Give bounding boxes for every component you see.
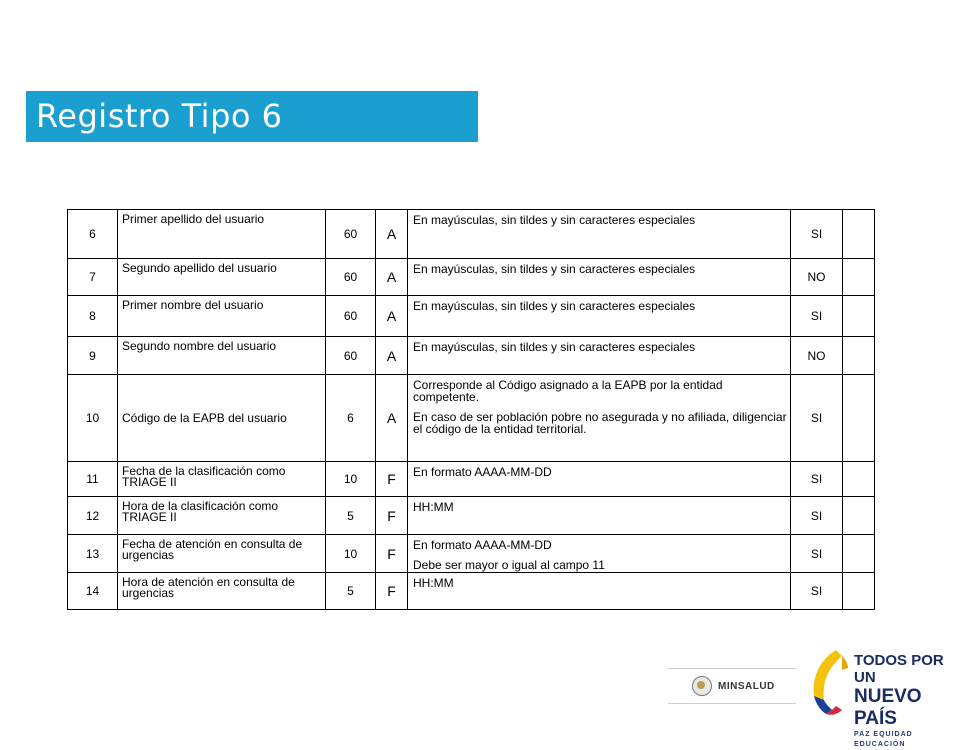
- description-line: En formato AAAA-MM-DD: [413, 465, 552, 479]
- field-description: [408, 259, 791, 296]
- field-required: SI: [791, 296, 843, 337]
- minsalud-label: MINSALUD: [718, 680, 775, 692]
- description-line: Debe ser mayor o igual al campo 11: [413, 558, 605, 572]
- table-row: [68, 210, 875, 259]
- field-required: SI: [791, 497, 843, 535]
- field-length: 5: [326, 573, 376, 610]
- field-number: 11: [68, 462, 118, 497]
- todos-por-un-nuevo-pais-logo: [854, 652, 958, 750]
- page-title: Registro Tipo 6: [36, 97, 283, 135]
- table-row: [68, 462, 875, 497]
- field-description: [408, 337, 791, 375]
- field-length: 5: [326, 497, 376, 535]
- table-row: [68, 375, 875, 462]
- field-number: 13: [68, 535, 118, 573]
- slogan-line-1: TODOS POR UN: [854, 652, 944, 686]
- field-number: 8: [68, 296, 118, 337]
- field-name: Fecha de atención en consulta de urgencias: [118, 535, 326, 573]
- field-required: NO: [791, 337, 843, 375]
- field-type: F: [376, 462, 408, 497]
- field-type: A: [376, 375, 408, 462]
- footer-divider-bottom: [668, 703, 796, 704]
- field-description: [408, 375, 791, 462]
- field-length: 10: [326, 535, 376, 573]
- field-type: A: [376, 259, 408, 296]
- field-length: 60: [326, 337, 376, 375]
- field-length: 60: [326, 259, 376, 296]
- description-line: HH:MM: [413, 500, 454, 514]
- spacer-cell: [843, 296, 875, 337]
- description-line: En mayúsculas, sin tildes y sin caracteres especiales: [413, 213, 696, 227]
- table-row: [68, 535, 875, 573]
- field-length: 10: [326, 462, 376, 497]
- field-name: Primer nombre del usuario: [118, 296, 326, 337]
- field-number: 6: [68, 210, 118, 259]
- spacer-cell: [843, 375, 875, 462]
- footer-divider-top: [668, 668, 796, 669]
- field-type: F: [376, 497, 408, 535]
- fields-table: [67, 209, 875, 610]
- description-line: HH:MM: [413, 576, 454, 590]
- field-length: 60: [326, 210, 376, 259]
- spacer-cell: [843, 535, 875, 573]
- field-description: [408, 210, 791, 259]
- field-required: SI: [791, 573, 843, 610]
- spacer-cell: [843, 497, 875, 535]
- minsalud-logo: [692, 676, 775, 696]
- table-row: [68, 296, 875, 337]
- description-line: Corresponde al Código asignado a la EAPB por la entidad competente.: [413, 378, 723, 404]
- field-type: A: [376, 210, 408, 259]
- field-name: Segundo nombre del usuario: [118, 337, 326, 375]
- slogan-line-3: PAZ EQUIDAD EDUCACIÓN: [854, 731, 913, 748]
- table-row: [68, 259, 875, 296]
- field-description: [408, 497, 791, 535]
- field-length: 6: [326, 375, 376, 462]
- field-number: 9: [68, 337, 118, 375]
- description-line: En mayúsculas, sin tildes y sin caracteres especiales: [413, 299, 696, 313]
- description-line: En caso de ser población pobre no asegurada y no afiliada, diligenciar el código de la entidad territorial.: [413, 410, 787, 436]
- table-row: [68, 573, 875, 610]
- field-description: [408, 462, 791, 497]
- field-required: SI: [791, 210, 843, 259]
- colombia-seal-icon: [692, 676, 712, 696]
- field-description: [408, 296, 791, 337]
- field-name: Segundo apellido del usuario: [118, 259, 326, 296]
- field-name: Hora de atención en consulta de urgencias: [118, 573, 326, 610]
- title-banner: [26, 91, 478, 142]
- slogan-line-2: NUEVO PAÍS: [854, 686, 922, 729]
- field-name: Fecha de la clasificación como TRIAGE II: [118, 462, 326, 497]
- spacer-cell: [843, 259, 875, 296]
- field-number: 10: [68, 375, 118, 462]
- description-line: En mayúsculas, sin tildes y sin caracteres especiales: [413, 340, 696, 354]
- description-line: En formato AAAA-MM-DD: [413, 538, 552, 552]
- field-required: SI: [791, 535, 843, 573]
- field-number: 14: [68, 573, 118, 610]
- field-name: Código de la EAPB del usuario: [118, 375, 326, 462]
- field-required: NO: [791, 259, 843, 296]
- field-type: F: [376, 535, 408, 573]
- spacer-cell: [843, 573, 875, 610]
- description-line: En mayúsculas, sin tildes y sin caracteres especiales: [413, 262, 696, 276]
- spacer-cell: [843, 462, 875, 497]
- table-row: [68, 337, 875, 375]
- field-name: Primer apellido del usuario: [118, 210, 326, 259]
- field-length: 60: [326, 296, 376, 337]
- spacer-cell: [843, 210, 875, 259]
- field-number: 12: [68, 497, 118, 535]
- field-type: A: [376, 296, 408, 337]
- field-type: A: [376, 337, 408, 375]
- table-row: [68, 497, 875, 535]
- field-number: 7: [68, 259, 118, 296]
- field-name: Hora de la clasificación como TRIAGE II: [118, 497, 326, 535]
- spacer-cell: [843, 337, 875, 375]
- field-description: [408, 573, 791, 610]
- colombia-flag-icon: [806, 646, 854, 716]
- field-type: F: [376, 573, 408, 610]
- field-required: SI: [791, 462, 843, 497]
- field-description: [408, 535, 791, 573]
- field-required: SI: [791, 375, 843, 462]
